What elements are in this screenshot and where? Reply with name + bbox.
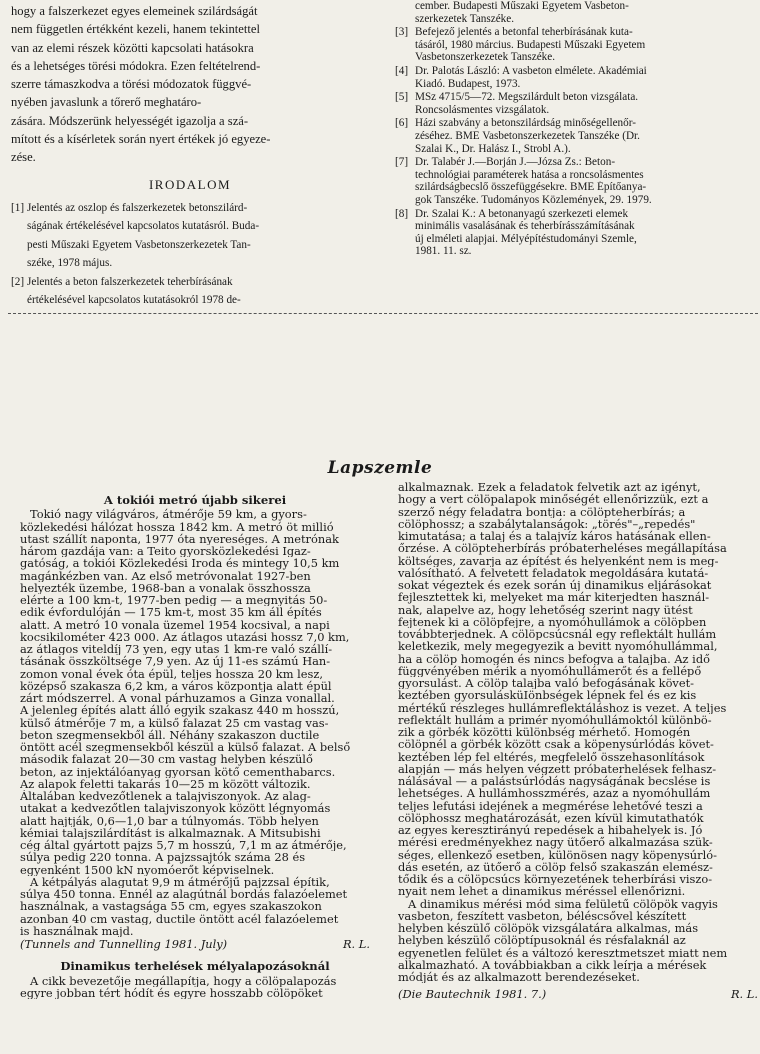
reference-number: [5] — [395, 91, 409, 104]
bottom-left-column — [20, 494, 370, 999]
text-line: keztében lép fel eltérés, megfelelő összehasonlítások — [398, 750, 705, 763]
text-line: reflektált hullám a primér nyomóhullámoktól különbö- — [398, 713, 712, 726]
text-line: gyorsulást. A cölöp talajba való befogásának követ- — [398, 677, 695, 690]
reference-line: Befejező jelentés a betonfal teherbírásának kuta- — [415, 26, 633, 39]
text-line: helyezték üzembe, 1968-ban a vonalak összhossza — [20, 581, 311, 594]
text-line: hogy a falszerkezet egyes elemeinek szilárdságát — [11, 4, 258, 18]
text-line: tásának összköltsége 7,9 yen. Az új 11-es számú Han- — [20, 655, 331, 668]
text-line: nem független értékként kezeli, hanem tekintettel — [11, 22, 260, 37]
text-line: azonban 40 cm vastag, ductile öntött acél falazóelemet — [20, 912, 339, 925]
reference-line: cember. Budapesti Műszaki Egyetem Vasbeton- — [415, 0, 629, 12]
text-line: A jelenleg építés alatt álló egyik szakasz 440 m hosszú, — [20, 704, 340, 717]
article-source-line — [398, 988, 758, 1000]
text-line: alapján — más helyen végzett próbaterhelések felhasz- — [398, 762, 717, 775]
article-author: R. L. — [342, 937, 370, 951]
text-line: cölöpnél a görbék között csak a köpenysúrlódás követ- — [398, 738, 714, 751]
section-title: Lapszemle — [327, 458, 433, 478]
article-author: R. L. — [730, 987, 758, 1002]
text-line: Tokió nagy világváros, átmérője 59 km, a gyors- — [30, 508, 307, 521]
text-line: van az elemi részek közötti kapcsolati hatásokra — [11, 40, 254, 55]
text-line: súlya pedig 220 tonna. A pajzssajtók száma 28 és — [20, 851, 306, 864]
text-line: használnak, a vastagsága 55 cm, egyes szakaszokon — [20, 900, 322, 913]
text-line: elérte a 100 km-t, 1977-ben pedig — a megnyitás 50- — [20, 594, 328, 607]
text-line: zárt módszerrel. A vonal párhuzamos a Ginza vonallal. — [20, 692, 335, 705]
top-right-column — [395, 0, 759, 259]
reference-item — [11, 276, 369, 313]
text-line: alkalmazható. A továbbiakban a cikk leírja a mérések — [398, 958, 707, 971]
reference-line: gok Tanszéke. Tudományos Közlemények, 29. 1979. — [415, 193, 652, 206]
reference-line: MSz 4715/5—72. Megszilárdult beton vizsgálata. — [415, 91, 639, 104]
text-line: keletkezik, mely megegyezik a bevitt nyomóhullámmal, — [398, 640, 718, 653]
text-line: középső szakasza 6,2 km, a város központja alatt épül — [20, 679, 332, 692]
reference-number: [6] — [395, 117, 409, 130]
reference-line: Dr. Talabér J.—Borján J.—Józsa Zs.: Beton- — [415, 156, 616, 169]
text-line: szerre támaszkodva a törési módozatok függvé- — [11, 77, 252, 92]
text-line: zése. — [11, 150, 36, 165]
reference-line: Jelentés az oszlop és falszerkezetek betonszilárd- — [27, 201, 248, 214]
text-line: edik évfordulóján — 175 km-t, most 35 km áll építés — [20, 606, 322, 619]
text-line: beton, az injektálóanyag gyorsan kötő cementhabarcs. — [20, 765, 336, 778]
reference-number: [1] — [11, 201, 25, 214]
article-source-line — [20, 938, 370, 950]
text-line: helyben készülő cölöptípusoknál és résfalaknál az — [398, 934, 686, 947]
article-body — [20, 508, 370, 937]
text-line: fejtenek ki a cölöpfejre, a nyomóhullámok a cölöpben — [398, 615, 707, 628]
reference-line: zéséhez. BME Vasbetonszerkezetek Tanszéke (Dr. — [415, 129, 640, 142]
text-line: lehetséges. A hullámhosszmérés, azaz a nyomóhullám — [398, 787, 711, 800]
reference-line: Dr. Palotás László: A vasbeton elmélete. Akadémiai — [415, 64, 647, 77]
text-line: nak, alapelve az, hogy lehetőség szerint nagy ütést — [398, 603, 693, 616]
reference-line: Kiadó. Budapest, 1973. — [415, 77, 521, 90]
text-line: alkalmaznak. Ezek a feladatok felvetik azt az igényt, — [398, 481, 701, 494]
text-line: szerző négy feladatra bontja: a cölöpteherbírás; a — [398, 505, 686, 518]
text-line: sokat végeztek és ezek során új dinamikus eljárásokat — [398, 579, 712, 592]
reference-number: [7] — [395, 156, 409, 169]
reference-line: Jelentés a beton falszerkezetek teherbírásának — [27, 276, 233, 289]
article-body — [398, 481, 758, 983]
text-line: módját és az alkalmazott berendezéseket. — [398, 971, 640, 984]
reference-line: értékelésével kapcsolatos kutatásokról 1978 de- — [27, 294, 241, 307]
text-line: kémiai talajszilárdítást is alkalmaznak. A Mitsubishi — [20, 826, 321, 839]
reference-item — [11, 202, 369, 275]
article-body — [20, 975, 370, 1000]
reference-number: [8] — [395, 207, 409, 220]
text-line: nálásával — a palástsúrlódás nagyságának becslése is — [398, 775, 711, 788]
reference-number: [2] — [11, 276, 25, 289]
reference-number: [4] — [395, 64, 409, 77]
article-title: Dinamikus terhelések mélyalapozásoknál — [60, 959, 330, 974]
reference-line: ságának értékelésével kapcsolatos kutatásról. Buda- — [27, 220, 260, 233]
text-line: három gazdája van: a Teito gyorsközlekedési Igaz- — [20, 545, 311, 558]
text-line: Az alapok feletti takarás 10—25 m között változik. — [20, 777, 311, 790]
text-line: helyben készülő cölöpök vizsgálatára alkalmas, más — [398, 922, 699, 935]
text-line: öntött acél szegmensekből készül a külső falazat. A belső — [20, 741, 351, 754]
reference-line: széke, 1978 május. — [27, 256, 113, 269]
text-line: fejlesztettek ki, melyeket ma már kiterjedten használ- — [398, 591, 710, 604]
reference-item — [395, 0, 759, 25]
text-line: az egyes keresztirányú repedések a hibahelyek is. Jó — [398, 824, 703, 837]
text-line: cölöphossz; a szabálytalanságok: „törés"–„repedés" — [398, 517, 696, 530]
text-line: cég által gyártott pajzs 5,7 m hosszú, 7,1 m az átmérője, — [20, 839, 347, 852]
text-line: séges, ellenkező esetben, különösen nagy köpenysúrló- — [398, 848, 717, 861]
reference-item — [395, 117, 759, 155]
bottom-right-column — [398, 481, 758, 1001]
text-line: külső átmérője 7 m, a külső falazat 25 cm vastag vas- — [20, 716, 329, 729]
text-line: egyenetlen felület és a változó keresztmetszet miatt nem — [398, 946, 728, 959]
text-line: nyait nem lehet a dinamikus méréssel ellenőrizni. — [398, 885, 686, 898]
text-line: ha a cölöp homogén és nincs befogva a talajba. Az idő — [398, 652, 710, 665]
text-line: utast szállít naponta, 1977 óta nyereséges. A metrónak — [20, 532, 339, 545]
text-line: egyre jobban tért hódít és egyre hosszabb cölöpöket — [20, 986, 323, 999]
reference-item — [395, 156, 759, 206]
text-line: nyében javaslunk a tőrerő meghatáro- — [11, 95, 202, 110]
text-line: is használnak majd. — [20, 924, 134, 937]
text-line: A cikk bevezetője megállapítja, hogy a cölöpalapozás — [30, 974, 337, 987]
reference-line: Szalai K., Dr. Halász I., Strobl A.). — [415, 142, 571, 155]
text-line: kimutatása; a talaj és a talajvíz káros hatásának ellen- — [398, 530, 711, 543]
text-line: mértékű részleges hullámreflektáláshoz is vezet. A teljes — [398, 701, 727, 714]
text-line: keztében gyorsulásküIönbségek lépnek fel és ez kis — [398, 689, 697, 702]
text-line: mított és a kísérletek során nyert értékek jó egyeze- — [11, 132, 271, 147]
reference-line: Dr. Szalai K.: A betonanyagú szerkezeti elemek — [415, 207, 629, 220]
text-line: alatt. A metró 10 vonala üzemel 1954 kocsival, a napi — [20, 618, 330, 631]
text-line: beton szegmensekből áll. Néhány szakaszon ductile — [20, 728, 320, 741]
reference-line: pesti Műszaki Egyetem Vasbetonszerkezetek Tan- — [27, 238, 251, 251]
text-line: súlya 450 tonna. Ennél az alagútnál bordás falazóelemet — [20, 888, 348, 901]
reference-line: 1981. 11. sz. — [415, 245, 472, 258]
text-line: költséges, zavarja az építést és helyenként nem is meg- — [398, 554, 719, 567]
reference-line: szerkezetek Tanszéke. — [415, 12, 515, 25]
reference-item — [395, 208, 759, 258]
text-line: alatt hajtják, 0,6—1,0 bar a túlnyomás. Több helyen — [20, 814, 319, 827]
article-title: A tokiói metró újabb sikerei — [103, 493, 287, 507]
text-line: mérési eredményekhez nagy ütőerő alkalmazása szük- — [398, 836, 713, 849]
text-line: Általában kedvezőtlenek a talajviszonyok. Az alag- — [20, 790, 311, 803]
reference-item — [395, 65, 759, 90]
reference-item — [395, 26, 759, 64]
top-left-column — [11, 2, 369, 314]
text-line: az átlagos viteldíj 73 yen, egy utas 1 km-re való szállí- — [20, 643, 333, 656]
text-line: közlekedési hálózat hossza 1842 km. A metró öt millió — [20, 520, 334, 533]
text-line: teljes lefutási idejének a megmérése lehetővé teszi a — [398, 799, 703, 812]
text-line: gatóság, a tokiói Közlekedési Iroda és mintegy 10,5 km — [20, 557, 340, 570]
text-line: cölöphossz meghatározását, ezen kívül kimutathatók — [398, 811, 704, 824]
reference-line: Roncsolásmentes vizsgálatok. — [415, 103, 550, 116]
reference-line: tásáról, 1980 március. Budapesti Műszaki Egyetem — [415, 38, 646, 51]
text-line: magánkézben van. Az első metróvonalat 1927-ben — [20, 569, 311, 582]
text-line: dás esetén, az ütőerő a cölöp felső szakaszán elemész- — [398, 860, 713, 873]
reference-number: [3] — [395, 26, 409, 39]
text-line: kocsikilométer 423 000. Az átlagos utazási hossz 7,0 km, — [20, 630, 350, 643]
reference-line: Házi szabvány a betonszilárdság minőségellenőr- — [415, 117, 636, 130]
text-line: utakat a kedvezőtlen talajviszonyok között légnyomás — [20, 802, 331, 815]
text-line: függvényében mérik a nyomóhullámerőt és a fellépő — [398, 664, 702, 677]
reference-line: minimális vasalásának és teherbírásszámításának — [415, 220, 635, 233]
irodalom-heading: IRODALOM — [148, 176, 232, 192]
text-line: hogy a vert cölöpalapok minőségét ellenőrizzük, ezt a — [398, 493, 709, 506]
text-line: őrzése. A cölöpteherbírás próbaterheléses megállapítása — [398, 542, 727, 555]
section-divider — [8, 313, 758, 314]
closing-paragraph — [11, 2, 369, 167]
text-line: zik a görbék közötti különbség mérhető. Homogén — [398, 726, 691, 739]
reference-item — [395, 91, 759, 116]
reference-list-left — [11, 202, 369, 313]
reference-line: szilárdságbecslő összefüggésekre. BME Építőanya- — [415, 181, 647, 194]
article-source: (Tunnels and Tunnelling 1981. July) — [20, 937, 228, 951]
text-line: egyenként 1500 kN nyomóerőt képviselnek. — [20, 863, 275, 876]
text-line: A dinamikus mérési mód sima felületű cölöpök vagyis — [408, 897, 718, 910]
reference-line: új elméleti alapjai. Mélyépítéstudományi Szemle, — [415, 232, 637, 245]
text-line: zására. Módszerünk helyességét igazolja a szá- — [11, 113, 249, 128]
text-line: vasbeton, feszített vasbeton, béléscsővel készített — [398, 909, 687, 922]
text-line: továbbterjednek. A cölöpcsúcsnál egy reflektált hullám — [398, 628, 717, 641]
reference-line: Vasbetonszerkezetek Tanszéke. — [415, 51, 556, 64]
text-line: második falazat 20—30 cm vastag helyben készülő — [20, 753, 313, 766]
text-line: és a lehetséges törési módokra. Ezen feltételrend- — [11, 58, 261, 73]
article-source: (Die Bautechnik 1981. 7.) — [398, 987, 547, 1002]
text-line: tődik és a cölöpcsúcs környezetének teherbírási viszo- — [398, 873, 713, 886]
text-line: A kétpályás alagutat 9,9 m átmérőjű pajzzsal építik, — [30, 875, 330, 888]
text-line: valósítható. A felvetett feladatok megoldására kutatá- — [398, 566, 709, 579]
text-line: zomon vonal évek óta épül, teljes hossza 20 km lesz, — [20, 667, 323, 680]
reference-line: technológiai paraméterek hatása a roncsolásmentes — [415, 168, 644, 181]
